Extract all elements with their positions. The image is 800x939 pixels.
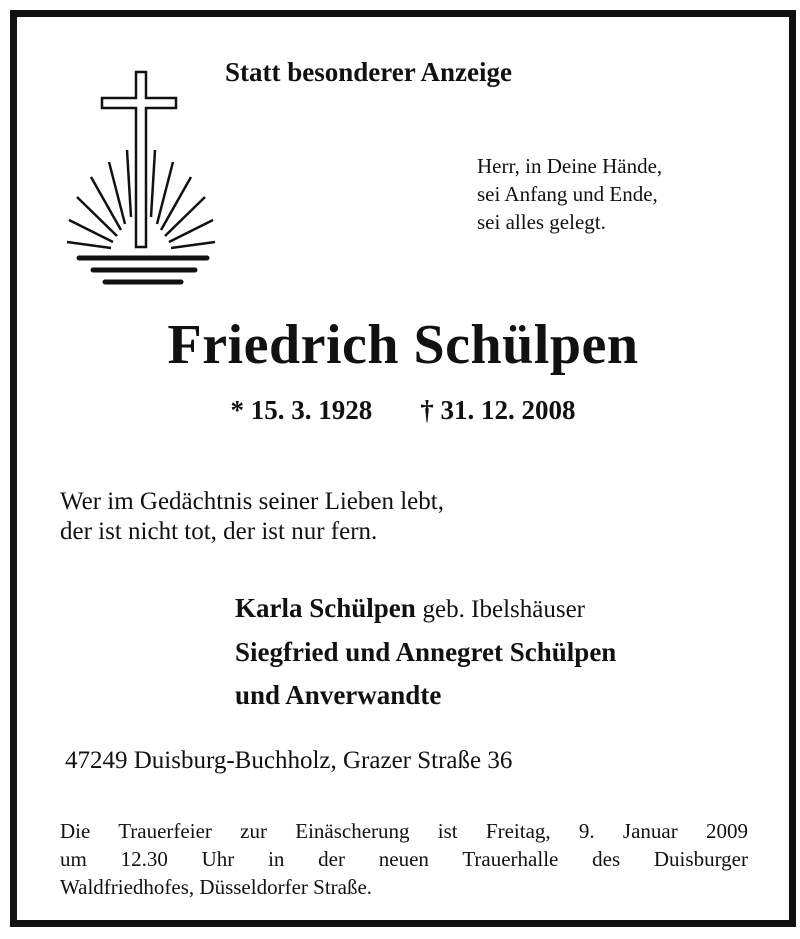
deceased-name: Friedrich Schülpen — [167, 314, 639, 376]
service-line: Die Trauerfeier zur Einäscherung ist Freitag, 9. Januar 2009 — [60, 819, 748, 843]
maiden-name: geb. Ibelshäuser — [422, 596, 585, 623]
life-dates — [17, 395, 789, 426]
mourner-line: Siegfried und Annegret Schülpen — [235, 637, 617, 667]
verse-line: sei Anfang und Ende, — [477, 182, 658, 206]
quote-line: Wer im Gedächtnis seiner Lieben lebt, — [60, 488, 444, 515]
funeral-service-info — [60, 817, 748, 901]
mourner-line — [235, 587, 616, 631]
mourners — [235, 587, 616, 717]
verse — [477, 152, 662, 236]
service-line: um 12.30 Uhr in der neuen Trauerhalle des Duisburger — [60, 847, 748, 871]
cross-with-sunrays-icon — [57, 62, 227, 292]
service-line: Waldfriedhofes, Düsseldorfer Straße. — [60, 875, 373, 899]
verse-line: sei alles gelegt. — [477, 210, 606, 234]
memorial-quote — [60, 487, 444, 547]
quote-line: der ist nicht tot, der ist nur fern. — [60, 518, 378, 545]
header-title: Statt besonderer Anzeige — [225, 57, 512, 87]
mourner-name: Karla Schülpen — [235, 593, 416, 623]
death-date: † 31. 12. 2008 — [420, 395, 576, 425]
verse-line: Herr, in Deine Hände, — [477, 154, 663, 178]
notice-frame — [10, 10, 796, 927]
mourner-line: und Anverwandte — [235, 680, 442, 710]
address: 47249 Duisburg-Buchholz, Grazer Straße 36 — [65, 747, 513, 774]
birth-date: * 15. 3. 1928 — [230, 395, 373, 425]
